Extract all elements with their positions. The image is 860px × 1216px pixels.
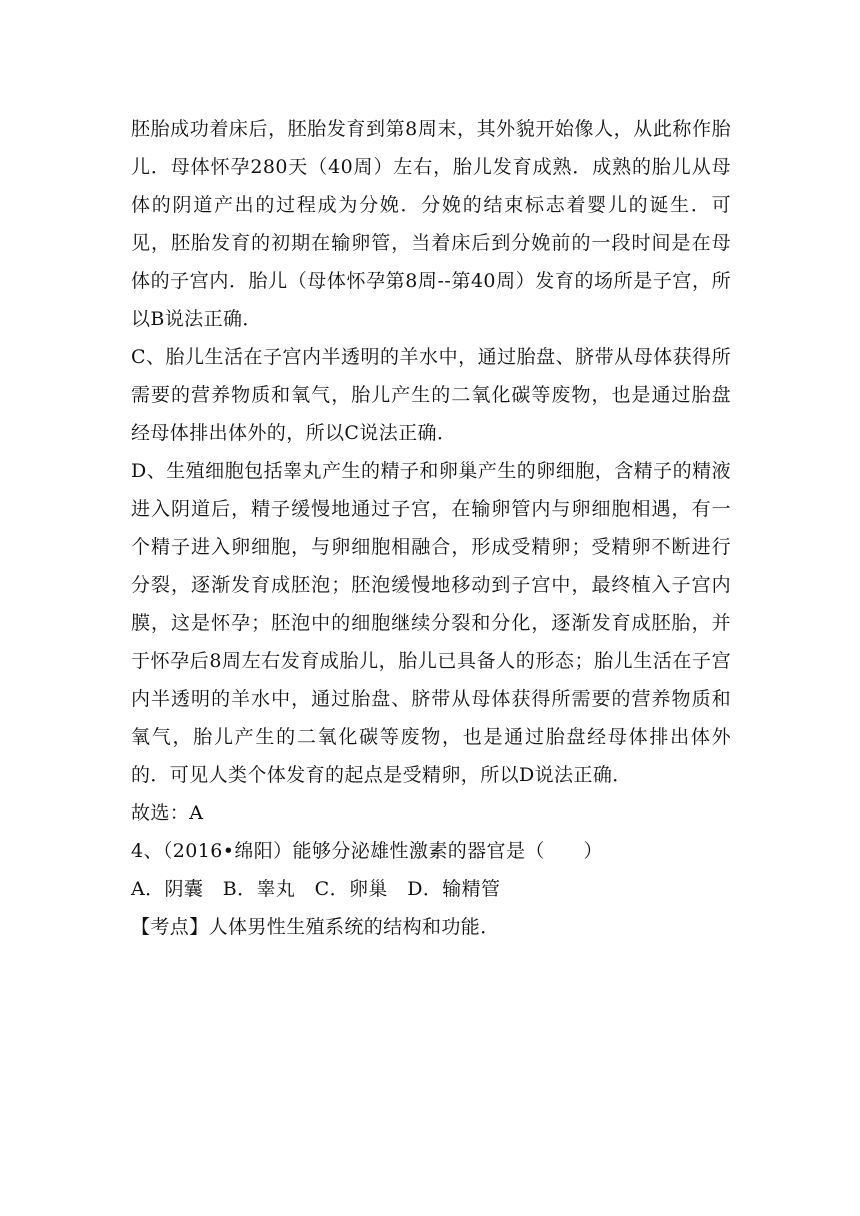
question-4-kaodian: 【考点】人体男性生殖系统的结构和功能．	[131, 916, 500, 938]
paragraph-option-c-explanation: C、胎儿生活在子宫内半透明的羊水中，通过胎盘、脐带从母体获得所需要的营养物质和氧气，胎儿产生的二氧化碳等废物，也是通过胎盘经母体排出体外的，所以C说法正确．	[131, 346, 731, 444]
question-4-stem: 4、（2016•绵阳）能够分泌雄性激素的器官是（ ）	[131, 840, 603, 862]
paragraph-option-d-explanation: D、生殖细胞包括睾丸产生的精子和卵巢产生的卵细胞，含精子的精液进入阴道后，精子缓慢地通过子宫，在输卵管内与卵细胞相遇，有一个精子进入卵细胞，与卵细胞相融合，形成受精卵；受精卵不断进行分裂，逐渐发育成胚泡；胚泡缓慢地移动到子宫中，最终植入子宫内膜，这是怀孕；胚泡中的细胞继续分裂和分化，逐渐发育成胚胎，并于怀孕后8周左右发育成胎儿，胎儿已具备人的形态；胎儿生活在子宫内半透明的羊水中，通过胎盘、脐带从母体获得所需要的营养物质和氧气，胎儿产生的二氧化碳等废物，也是通过胎盘经母体排出体外的．可见人类个体发育的起点是受精卵，所以D说法正确．	[131, 460, 731, 786]
paragraph-option-b-explanation: 胚胎成功着床后，胚胎发育到第8周末，其外貌开始像人，从此称作胎儿．母体怀孕280天（40周）左右，胎儿发育成熟．成熟的胎儿从母体的阴道产出的过程成为分娩．分娩的结束标志着婴儿的诞生．可见，胚胎发育的初期在输卵管，当着床后到分娩前的一段时间是在母体的子宫内．胎儿（母体怀孕第8周--第40周）发育的场所是子宫，所以B说法正确．	[131, 118, 731, 330]
document-page	[131, 110, 731, 946]
question-4-options: A．阴囊 B．睾丸 C．卵巢 D．输精管	[131, 878, 501, 900]
answer-line: 故选：A	[131, 802, 204, 824]
